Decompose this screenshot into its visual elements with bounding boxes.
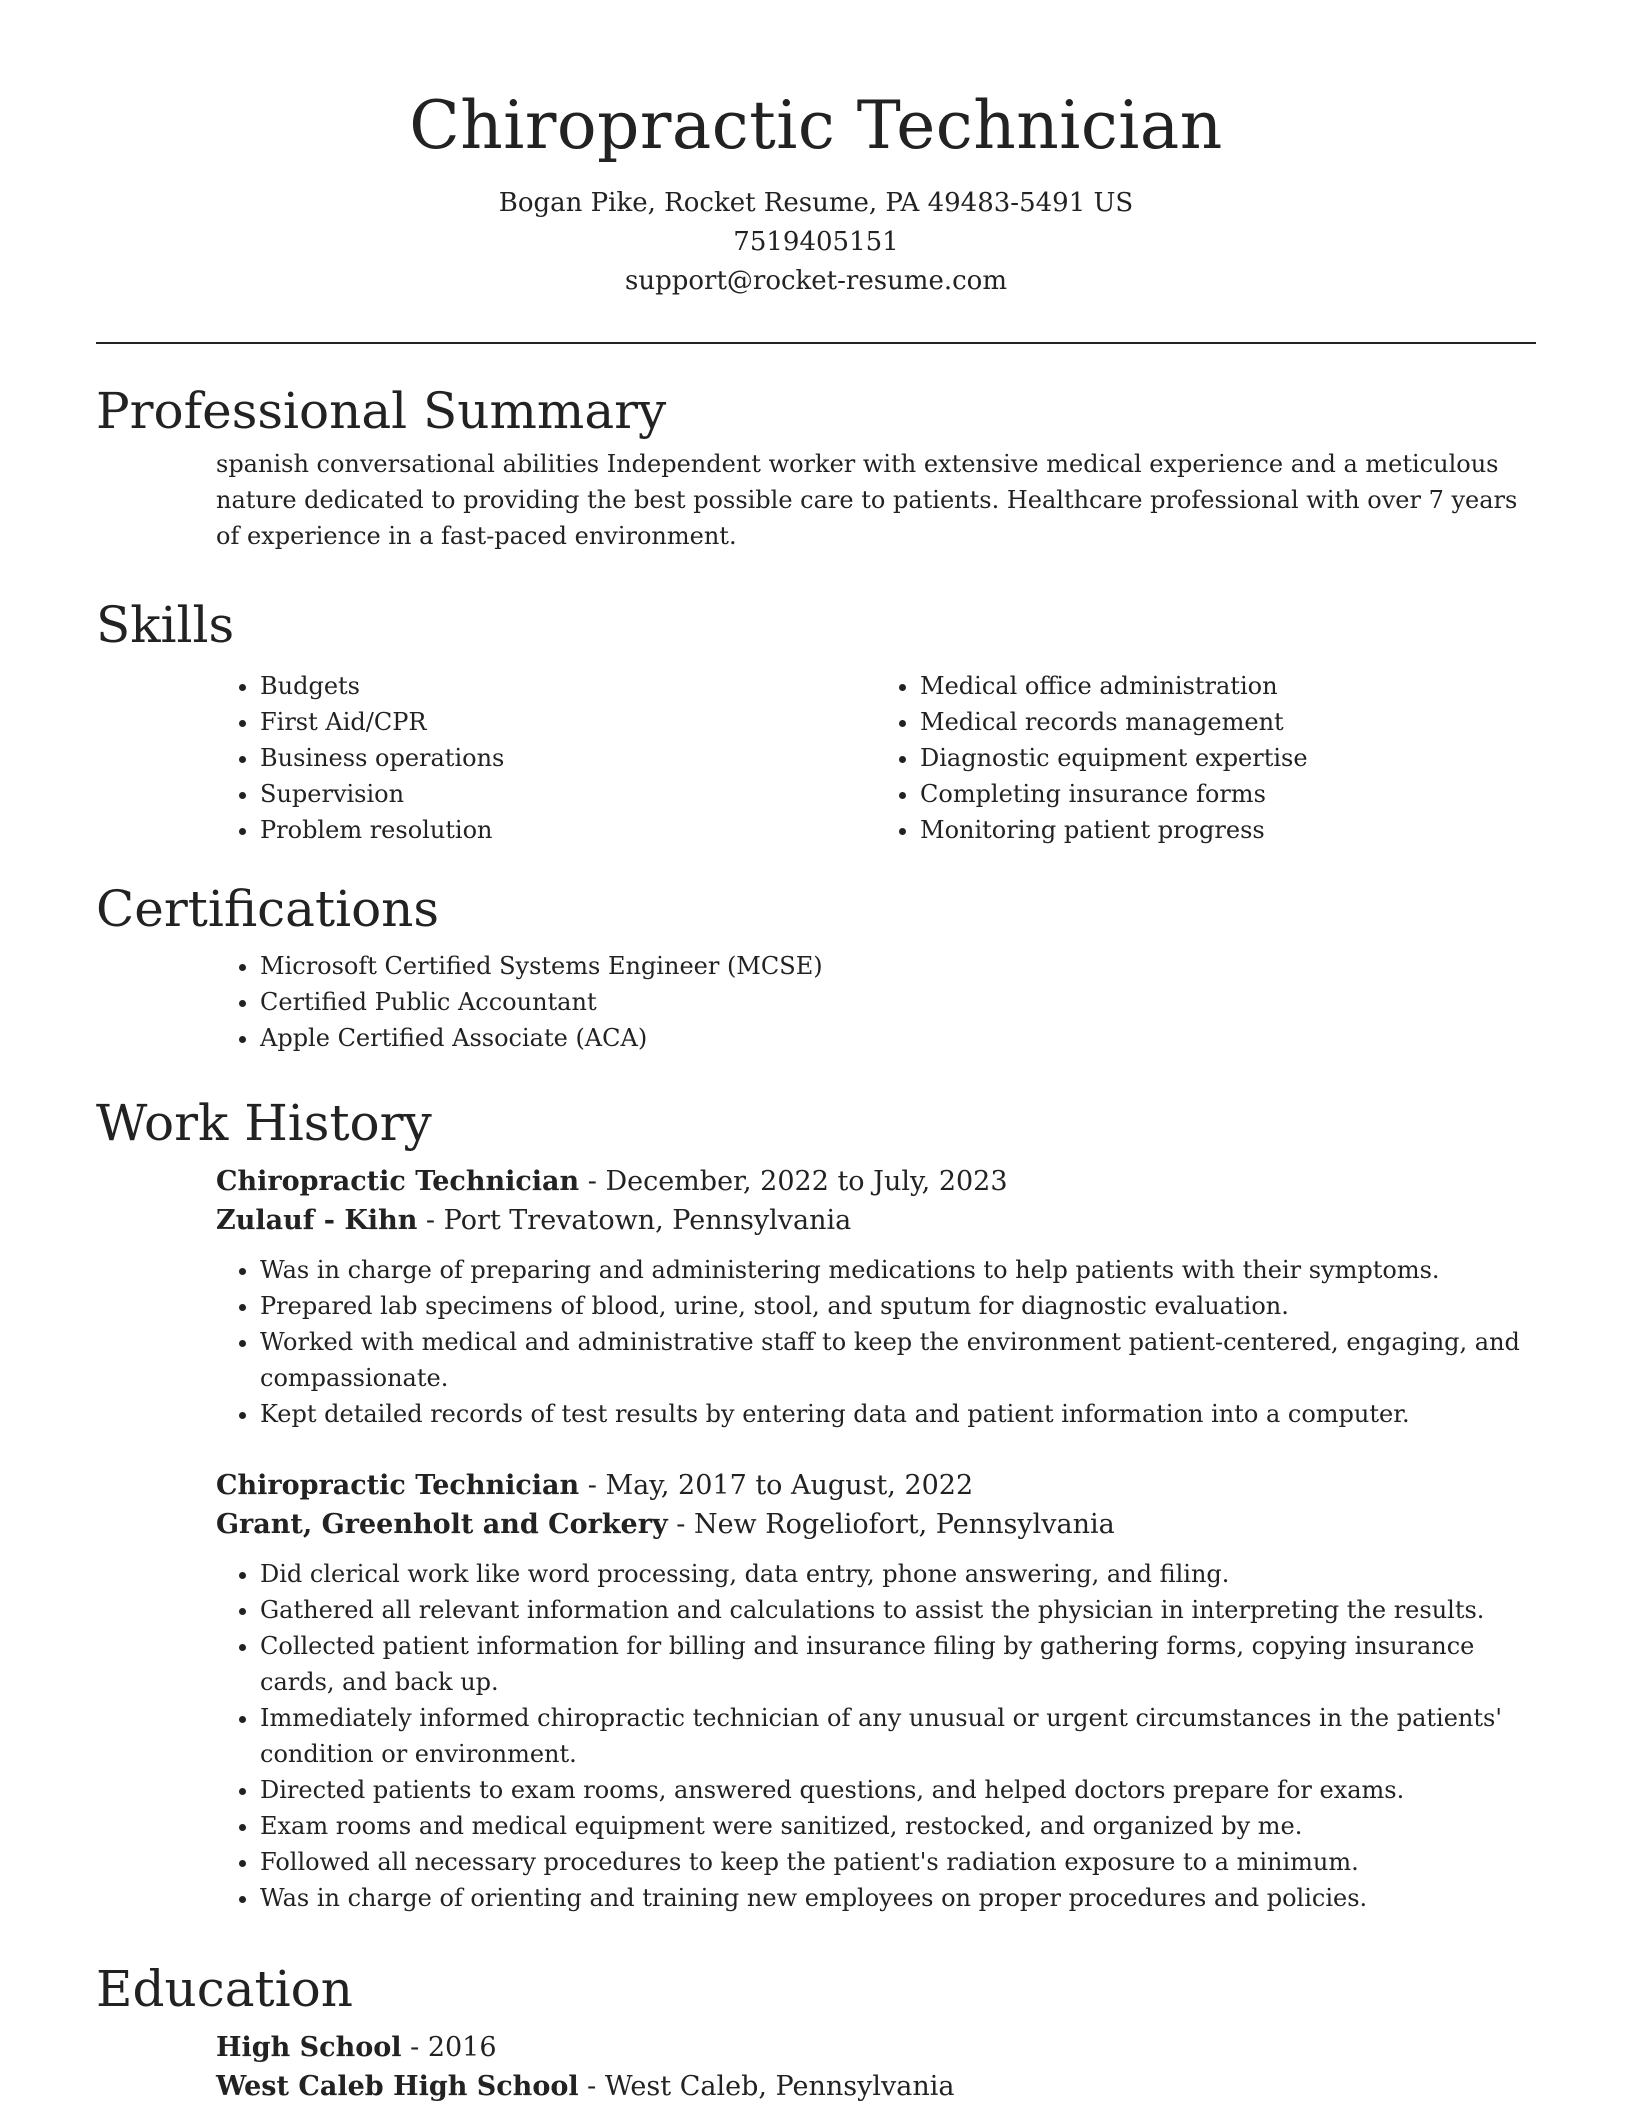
list-item: • Certified Public Accountant: [260, 984, 1536, 1020]
list-item: • Gathered all relevant information and calculations to assist the physician in interpreting the results.: [260, 1592, 1536, 1628]
job-company-line: [216, 1201, 1536, 1240]
list-item: • Budgets: [260, 668, 876, 704]
list-item: • Directed patients to exam rooms, answered questions, and helped doctors prepare for exams.: [260, 1772, 1536, 1808]
job-duties-list: [216, 1556, 1536, 1916]
summary-text: spanish conversational abilities Independent worker with extensive medical experience and a meticulous nature dedicated to providing the best possible care to patients. Healthcare professional with over 7 years of experience in a fast-paced environment.: [216, 450, 1518, 550]
job-dates: - May, 2017 to August, 2022: [579, 1470, 974, 1501]
summary-section: [96, 380, 1536, 554]
summary-heading: Professional Summary: [96, 382, 667, 440]
company-name: Zulauf - Kihn: [216, 1205, 418, 1236]
address: Bogan Pike, Rocket Resume, PA 49483-5491 US: [498, 188, 1134, 218]
school-name: West Caleb High School: [216, 2071, 579, 2102]
list-item: • Medical records management: [920, 704, 1536, 740]
education-heading: Education: [96, 1960, 353, 2018]
degree: High School: [216, 2032, 402, 2063]
list-item: • Microsoft Certified Systems Engineer (MCSE): [260, 948, 1536, 984]
job-title: Chiropractic Technician: [216, 1470, 580, 1501]
list-item: • Did clerical work like word processing, data entry, phone answering, and filing.: [260, 1556, 1536, 1592]
list-item: • Kept detailed records of test results by entering data and patient information into a computer.: [260, 1396, 1536, 1432]
phone: 7519405151: [733, 227, 899, 257]
list-item: • Was in charge of orienting and training new employees on proper procedures and policies.: [260, 1880, 1536, 1916]
list-item: • Was in charge of preparing and administering medications to help patients with their symptoms.: [260, 1252, 1536, 1288]
list-item: • Immediately informed chiropractic technician of any unusual or urgent circumstances in the patients' condition or environment.: [260, 1700, 1536, 1772]
list-item: • Medical office administration: [920, 668, 1536, 704]
education-degree-line: [216, 2028, 1536, 2067]
list-item: • Exam rooms and medical equipment were sanitized, restocked, and organized by me.: [260, 1808, 1536, 1844]
certifications-list: [216, 948, 1536, 1056]
job-entry: [216, 1162, 1536, 1432]
work-history-section: [96, 1092, 1536, 1916]
list-item: • Supervision: [260, 776, 876, 812]
list-item: • Apple Certified Associate (ACA): [260, 1020, 1536, 1056]
certifications-heading: Certifications: [96, 880, 440, 938]
list-item: • Problem resolution: [260, 812, 876, 848]
list-item: • First Aid/CPR: [260, 704, 876, 740]
job-title: Chiropractic Technician: [216, 1166, 580, 1197]
education-school-line: [216, 2067, 1536, 2106]
school-location: - West Caleb, Pennsylvania: [578, 2071, 955, 2102]
resume-header: [96, 82, 1536, 301]
job-entry: [216, 1466, 1536, 1916]
list-item: • Prepared lab specimens of blood, urine, stool, and sputum for diagnostic evaluation.: [260, 1288, 1536, 1324]
candidate-name: Chiropractic Technician: [409, 87, 1223, 164]
education-section: [96, 1958, 1536, 2106]
job-duties-list: [216, 1252, 1536, 1432]
job-location: - Port Trevatown, Pennsylvania: [417, 1205, 852, 1236]
skills-heading: Skills: [96, 596, 235, 654]
list-item: • Completing insurance forms: [920, 776, 1536, 812]
certifications-section: [96, 878, 1536, 1056]
job-company-line: [216, 1505, 1536, 1544]
header-divider: [96, 342, 1536, 344]
graduation-year: - 2016: [401, 2032, 497, 2063]
job-location: - New Rogeliofort, Pennsylvania: [667, 1509, 1115, 1540]
contact-info: [96, 184, 1536, 301]
list-item: • Monitoring patient progress: [920, 812, 1536, 848]
list-item: • Business operations: [260, 740, 876, 776]
email: support@rocket-resume.com: [624, 266, 1007, 296]
skills-list-right: [876, 668, 1536, 848]
list-item: • Followed all necessary procedures to keep the patient's radiation exposure to a minimum.: [260, 1844, 1536, 1880]
work-history-heading: Work History: [96, 1094, 432, 1152]
company-name: Grant, Greenholt and Corkery: [216, 1509, 668, 1540]
skills-list-left: [216, 668, 876, 848]
job-title-line: [216, 1466, 1536, 1505]
job-dates: - December, 2022 to July, 2023: [579, 1166, 1008, 1197]
list-item: • Collected patient information for billing and insurance filing by gathering forms, copying insurance cards, and back up.: [260, 1628, 1536, 1700]
list-item: • Worked with medical and administrative staff to keep the environment patient-centered, engaging, and compassionate.: [260, 1324, 1536, 1396]
skills-section: [96, 594, 1536, 848]
list-item: • Diagnostic equipment expertise: [920, 740, 1536, 776]
job-title-line: [216, 1162, 1536, 1201]
